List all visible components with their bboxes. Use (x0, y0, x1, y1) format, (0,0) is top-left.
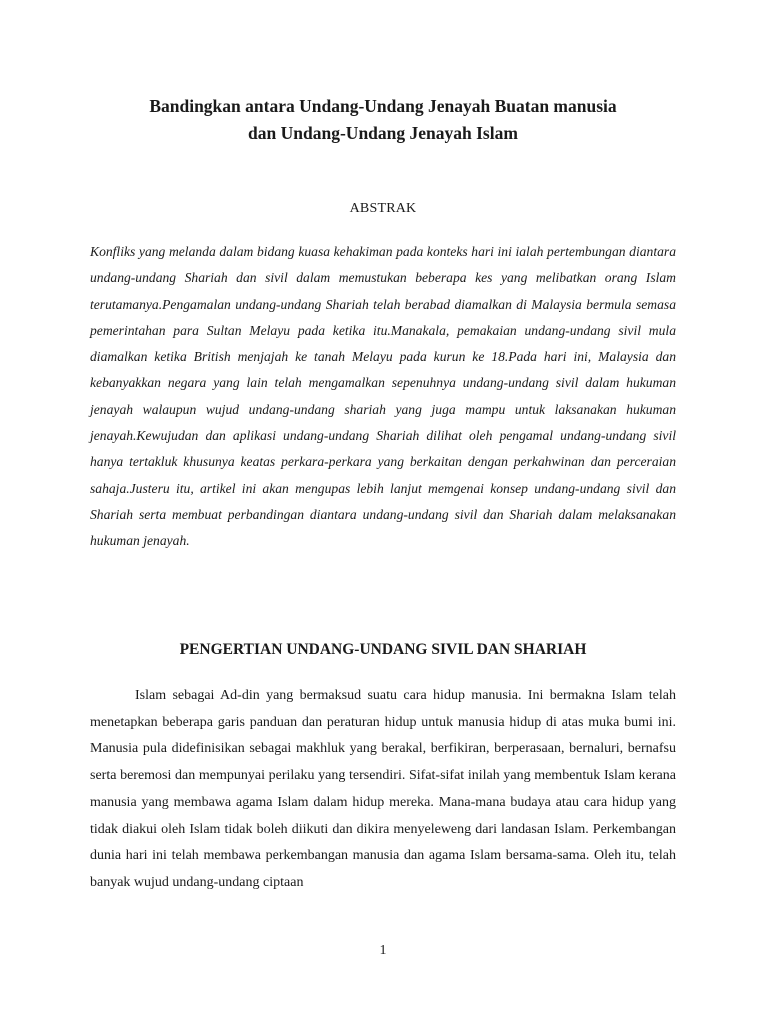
title-line-1: Bandingkan antara Undang-Undang Jenayah Buatan manusia (149, 96, 617, 116)
document-title (90, 93, 676, 147)
title-line-2: dan Undang-Undang Jenayah Islam (248, 123, 518, 143)
page-number: 1 (379, 943, 387, 958)
section-heading: PENGERTIAN UNDANG-UNDANG SIVIL DAN SHARIAH (179, 641, 587, 658)
abstract-heading: ABSTRAK (349, 201, 417, 216)
abstract-paragraph: Konfliks yang melanda dalam bidang kuasa kehakiman pada konteks hari ini ialah pertembungan diantara undang-undang Shariah dan sivil dalam memustukan beberapa kes yang melibatkan orang Islam terutamanya.Pengamalan undang-undang Shariah telah berabad diamalkan di Malaysia bermula semasa pemerintahan para Sultan Melayu pada ketika itu.Manakala, pemakaian undang-undang sivil mula diamalkan ketika British menjajah ke tanah Melayu pada kurun ke 18.Pada hari ini, Malaysia dan kebanyakkan negara yang lain telah mengamalkan sepenuhnya undang-undang sivil dalam hukuman jenayah walaupun wujud undang-undang shariah yang juga mampu untuk laksanakan hukuman jenayah.Kewujudan dan aplikasi undang-undang Shariah dilihat oleh pengamal undang-undang sivil hanya tertakluk khusunya keatas perkara-perkara yang berkaitan dengan perkahwinan dan perceraian sahaja.Justeru itu, artikel ini akan mengupas lebih lanjut memgenai konsep undang-undang sivil dan Shariah serta membuat perbandingan diantara undang-undang sivil dan Shariah dalam melaksanakan hukuman jenayah. (90, 244, 676, 549)
body-paragraph: Islam sebagai Ad-din yang bermaksud suatu cara hidup manusia. Ini bermakna Islam telah menetapkan beberapa garis panduan dan peraturan hidup untuk manusia hidup di atas muka bumi ini. Manusia pula didefinisikan sebagai makhluk yang berakal, berfikiran, berperasaan, bernaluri, bernafsu serta beremosi dan mempunyai perilaku yang tersendiri. Sifat-sifat inilah yang membentuk Islam kerana manusia yang membawa agama Islam dalam hidup mereka. Mana-mana budaya atau cara hidup yang tidak diakui oleh Islam tidak boleh diikuti dan dikira menyeleweng dari landasan Islam. Perkembangan dunia hari ini telah membawa perkembangan manusia dan agama Islam bersama-sama. Oleh itu, telah banyak wujud undang-undang ciptaan (90, 688, 676, 890)
